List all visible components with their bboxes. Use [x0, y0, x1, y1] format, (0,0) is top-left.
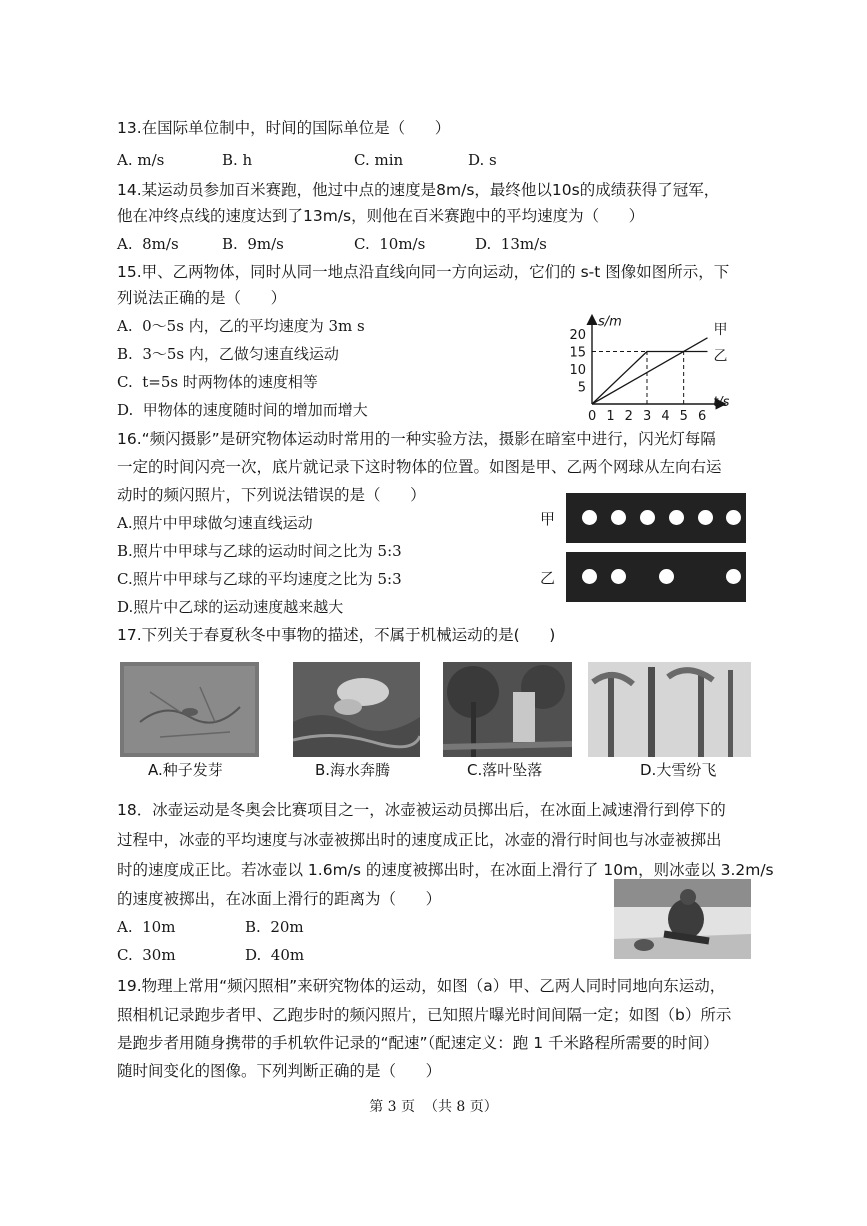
strobe-photo-jia — [566, 493, 746, 543]
q14-line-2: 他在冲终点线的速度达到了13m/s，则他在百米赛跑中的平均速度为（ ） — [117, 207, 645, 225]
q19-line-2: 照相机记录跑步者甲、乙跑步时的频闪照片，已知照片曝光时间间隔一定；如图（b）所示 — [117, 1006, 732, 1024]
strobe-label-jia: 甲 — [540, 510, 556, 528]
ball — [659, 569, 674, 584]
s-t-chart — [555, 283, 765, 433]
series-line-2 — [592, 352, 707, 405]
y-tick-label: 5 — [577, 380, 586, 396]
q18-option-b: B. 20m — [245, 918, 304, 936]
q19-line-3: 是跑步者用随身携带的手机软件记录的“配速”（配速定义：跑 1 千米路程所需要的时间） — [117, 1034, 719, 1052]
q13-option-c: C. min — [354, 151, 404, 169]
x-tick-label: 4 — [661, 409, 670, 424]
q19-line-4: 随时间变化的图像。下列判断正确的是（ ） — [117, 1062, 442, 1080]
q14-line-1: 14.某运动员参加百米赛跑，他过中点的速度是8m/s，最终他以10s的成绩获得了冠军， — [117, 181, 720, 199]
y-tick-label: 10 — [569, 363, 586, 378]
q17-caption-b: B.海水奔腾 — [315, 761, 391, 779]
q13-option-d: D. s — [468, 151, 497, 169]
q18-line-2: 过程中，冰壶的平均速度与冰壶被掷出时的速度成正比，冰壶的滑行时间也与冰壶被掷出 — [117, 831, 722, 849]
ball — [640, 510, 655, 525]
ball — [698, 510, 713, 525]
q15-option-b: B. 3～5s 内，乙做匀速直线运动 — [117, 345, 339, 363]
q13-stem: 13.在国际单位制中，时间的国际单位是（ ） — [117, 119, 451, 137]
series-line-1 — [592, 338, 707, 404]
q15-line-2: 列说法正确的是（ ） — [117, 289, 287, 307]
ball — [669, 510, 684, 525]
q16-line-2: 一定的时间闪亮一次，底片就记录下这时物体的位置。如图是甲、乙两个网球从左向右运 — [117, 458, 722, 476]
q17-caption-c: C.落叶坠落 — [467, 761, 543, 779]
q13-option-a: A. m/s — [117, 151, 165, 169]
q16-option-d: D.照片中乙球的运动速度越来越大 — [117, 598, 344, 616]
y-axis-label: s/m — [598, 314, 622, 330]
q18-option-c: C. 30m — [117, 946, 176, 964]
x-tick-label: 3 — [642, 409, 652, 424]
x-axis-label: t/s — [713, 395, 730, 410]
q19-line-1: 19.物理上常用“频闪照相”来研究物体的运动，如图（a）甲、乙两人同时同地向东运动， — [117, 977, 726, 995]
q16-line-1: 16.“频闪摄影”是研究物体运动时常用的一种实验方法，摄影在暗室中进行，闪光灯每隔 — [117, 430, 716, 448]
q14-option-b: B. 9m/s — [222, 235, 284, 253]
photo-falling-leaves — [443, 662, 572, 757]
q15-option-d: D. 甲物体的速度随时间的增加而增大 — [117, 401, 368, 419]
q18-option-d: D. 40m — [245, 946, 305, 964]
q15-option-c: C. t=5s 时两物体的速度相等 — [117, 373, 318, 391]
q14-option-d: D. 13m/s — [475, 235, 547, 253]
q17-caption-a: A.种子发芽 — [148, 761, 223, 779]
photo-heavy-snow — [588, 662, 751, 757]
series-label-2: 乙 — [713, 348, 728, 365]
x-tick-label: 0 — [588, 409, 597, 424]
ball — [726, 569, 741, 584]
y-tick-label: 20 — [569, 328, 586, 343]
y-tick-label: 15 — [569, 345, 586, 361]
q16-line-3: 动时的频闪照片，下列说法错误的是（ ） — [117, 486, 426, 504]
ball — [582, 569, 597, 584]
q18-line-3: 时的速度成正比。若冰壶以 1.6m/s 的速度被掷出时，在冰面上滑行了 10m，则冰壶以 3.2m/s — [117, 861, 774, 879]
x-tick-label: 6 — [697, 409, 707, 424]
ball — [611, 569, 626, 584]
series-label-1: 甲 — [713, 321, 728, 338]
q16-option-a: A.照片中甲球做匀速直线运动 — [117, 514, 313, 532]
q18-line-4: 的速度被掷出，在冰面上滑行的距离为（ ） — [117, 890, 442, 908]
q14-option-a: A. 8m/s — [117, 235, 179, 253]
q17-caption-d: D.大雪纷飞 — [640, 761, 717, 779]
q18-option-a: A. 10m — [117, 918, 176, 936]
q16-option-c: C.照片中甲球与乙球的平均速度之比为 5:3 — [117, 570, 402, 588]
x-tick-label: 5 — [679, 409, 688, 424]
page-footer: 第 3 页 （共 8 页） — [369, 1099, 498, 1115]
ball — [611, 510, 626, 525]
q17-stem: 17.下列关于春夏秋冬中事物的描述，不属于机械运动的是( ) — [117, 626, 556, 644]
photo-sea-waves — [293, 662, 420, 757]
q15-option-a: A. 0～5s 内，乙的平均速度为 3m s — [117, 317, 365, 335]
q13-option-b: B. h — [222, 151, 253, 169]
ball — [582, 510, 597, 525]
strobe-label-yi: 乙 — [540, 569, 556, 587]
strobe-photo-yi — [566, 552, 746, 602]
q18-line-1: 18．冰壶运动是冬奥会比赛项目之一，冰壶被运动员掷出后，在冰面上减速滑行到停下的 — [117, 801, 726, 819]
ball — [726, 510, 741, 525]
photo-curling-player — [614, 879, 751, 959]
q16-option-b: B.照片中甲球与乙球的运动时间之比为 5:3 — [117, 542, 402, 560]
x-tick-label: 1 — [606, 409, 615, 424]
x-tick-label: 2 — [624, 409, 633, 424]
q15-line-1: 15.甲、乙两物体，同时从同一地点沿直线向同一方向运动，它们的 s-t 图像如图所示，下 — [117, 263, 730, 281]
photo-seed-sprouting — [120, 662, 259, 757]
q14-option-c: C. 10m/s — [354, 235, 426, 253]
